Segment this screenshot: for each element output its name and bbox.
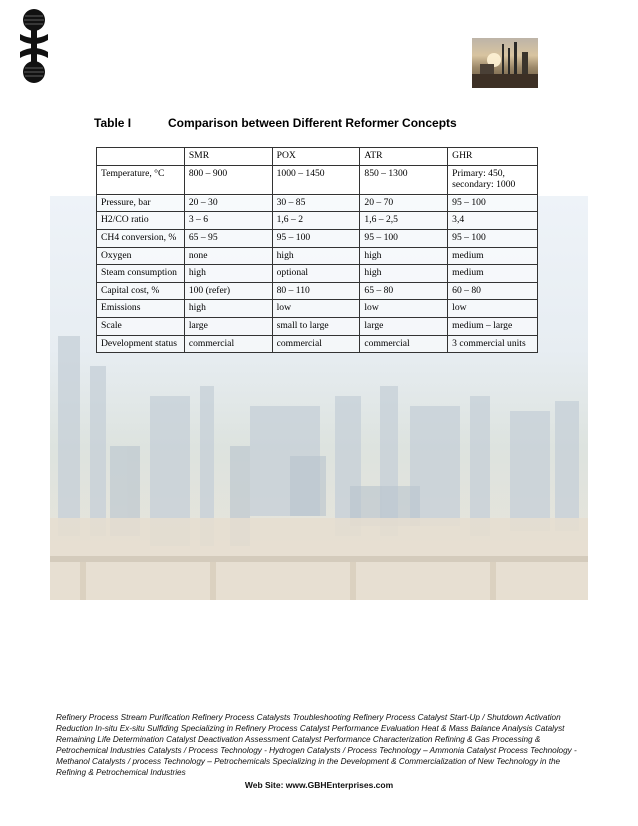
table-row xyxy=(97,282,538,300)
refinery-thumbnail-photo xyxy=(472,38,538,88)
table-cell: 95 – 100 xyxy=(448,194,538,212)
table-cell: large xyxy=(360,317,448,335)
table-cell: 1,6 – 2 xyxy=(272,212,360,230)
table-cell: high xyxy=(184,300,272,318)
table-cell: 3,4 xyxy=(448,212,538,230)
table-cell: none xyxy=(184,247,272,265)
table-row xyxy=(97,300,538,318)
table-row xyxy=(97,265,538,283)
table-header-row xyxy=(97,148,538,166)
row-label: Oxygen xyxy=(97,247,185,265)
table-cell: 30 – 85 xyxy=(272,194,360,212)
header-cell: SMR xyxy=(184,148,272,166)
table-cell: medium xyxy=(448,247,538,265)
table-cell: 65 – 95 xyxy=(184,229,272,247)
table-cell: high xyxy=(360,247,448,265)
row-label: H2/CO ratio xyxy=(97,212,185,230)
table-cell: 60 – 80 xyxy=(448,282,538,300)
table-cell: commercial xyxy=(360,335,448,353)
row-label: CH4 conversion, % xyxy=(97,229,185,247)
table-cell: high xyxy=(184,265,272,283)
table-title: Comparison between Different Reformer Concepts xyxy=(168,116,457,130)
table-row xyxy=(97,194,538,212)
table-cell: small to large xyxy=(272,317,360,335)
table-cell: 80 – 110 xyxy=(272,282,360,300)
table-cell: commercial xyxy=(184,335,272,353)
table-cell: Primary: 450, secondary: 1000 xyxy=(448,165,538,194)
table-row xyxy=(97,335,538,353)
header-cell: ATR xyxy=(360,148,448,166)
row-label: Development status xyxy=(97,335,185,353)
row-label: Steam consumption xyxy=(97,265,185,283)
table-cell: 20 – 70 xyxy=(360,194,448,212)
table-caption xyxy=(94,116,457,130)
table-number: Table I xyxy=(94,116,132,130)
company-logo xyxy=(14,6,54,86)
table-row xyxy=(97,212,538,230)
table-cell: 95 – 100 xyxy=(448,229,538,247)
table-cell: 100 (refer) xyxy=(184,282,272,300)
row-label: Pressure, bar xyxy=(97,194,185,212)
row-label: Capital cost, % xyxy=(97,282,185,300)
table-cell: 95 – 100 xyxy=(272,229,360,247)
table-row xyxy=(97,317,538,335)
table-cell: high xyxy=(360,265,448,283)
table-cell: optional xyxy=(272,265,360,283)
table-cell: 65 – 80 xyxy=(360,282,448,300)
table-cell: low xyxy=(448,300,538,318)
table-cell: high xyxy=(272,247,360,265)
row-label: Temperature, °C xyxy=(97,165,185,194)
table-cell: medium xyxy=(448,265,538,283)
table-cell: large xyxy=(184,317,272,335)
table-cell: low xyxy=(360,300,448,318)
row-label: Scale xyxy=(97,317,185,335)
table-row xyxy=(97,247,538,265)
reformer-comparison-table xyxy=(96,147,538,353)
footer-website: Web Site: www.GBHEnterprises.com xyxy=(244,780,394,790)
footer-services-text: Refinery Process Stream Purification Refinery Process Catalysts Troubleshooting Refinery Process Catalyst Start-Up / Shutdown Activation Reduction In-situ Ex-situ Sulfiding Specializing in Refinery Process Catalyst Performance Evaluation Heat & Mass Balance Analysis Catalyst Remaining Life Determination Catalyst Deactivation Assessment Catalyst Performance Characterization Refining & Gas Processing & Petrochemical Industries Catalysts / Process Technology - Hydrogen Catalysts / Process Technology – Ammonia Catalyst Process Technology - Methanol Catalysts / process Technology – Petrochemicals Specializing in the Development & Commercialization of New Technology in the Refining & Petrochemical Industries xyxy=(56,713,577,777)
row-label: Emissions xyxy=(97,300,185,318)
table-cell: medium – large xyxy=(448,317,538,335)
table-cell: 850 – 1300 xyxy=(360,165,448,194)
table-cell: 95 – 100 xyxy=(360,229,448,247)
table-row xyxy=(97,165,538,194)
table-cell: low xyxy=(272,300,360,318)
table-cell: 20 – 30 xyxy=(184,194,272,212)
header-cell: GHR xyxy=(448,148,538,166)
table-row xyxy=(97,229,538,247)
header-cell xyxy=(97,148,185,166)
table-cell: commercial xyxy=(272,335,360,353)
table-cell: 800 – 900 xyxy=(184,165,272,194)
table-cell: 3 – 6 xyxy=(184,212,272,230)
table-cell: 1000 – 1450 xyxy=(272,165,360,194)
table-cell: 3 commercial units xyxy=(448,335,538,353)
table-cell: 1,6 – 2,5 xyxy=(360,212,448,230)
header-cell: POX xyxy=(272,148,360,166)
